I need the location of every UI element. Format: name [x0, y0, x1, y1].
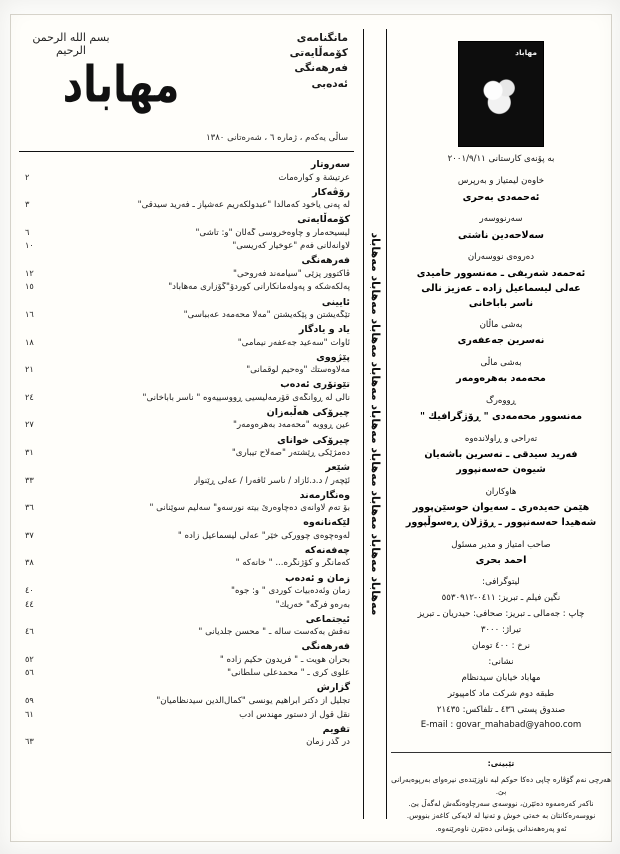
toc-entry-title: نالی لە ڕوانگەی قۆرمەلیسیی ڕووسییەوە " ناسر باباخانی" [142, 392, 350, 403]
toc-entry-title: نەقش بەكەست سالە ـ " محسن جلدیانی " [198, 627, 350, 638]
credits-name: هێمن حەیدەری ـ سەیوان حوسێن‌پوور [412, 502, 590, 514]
toc-entry[interactable] [19, 240, 354, 254]
toc-entry-page: ٤٦ [25, 626, 34, 637]
paper-sheet [10, 14, 612, 842]
credits-column [391, 25, 611, 833]
credits-label: نگین فیلم ـ تبریز: ٠٤١١-٥٥٣٠٩١٢ [441, 593, 561, 604]
toc-section-heading: رۆڤەكار [312, 186, 350, 198]
editorial-note [391, 752, 611, 835]
toc-entry-page: ٤٠ [25, 585, 34, 595]
toc-section-heading: سەروتار [310, 159, 350, 170]
table-of-contents [19, 157, 354, 749]
credits-label: صندوق پستی ٤٣٦ ـ تلفاكس: ٢١٤٣٥ [436, 704, 566, 715]
credits-spacer [391, 568, 611, 575]
credits-label: ڕووەرگ [486, 395, 516, 406]
credits-spacer [391, 386, 611, 393]
credits-label: سەرنووسەر [479, 214, 523, 225]
credits-name: ناسر باباخانی [468, 297, 534, 309]
toc-entry-title: لە پەنى یاخود كەمالدا "عبدولكەریم عەشپاز ـ فەرید سیدقی" [137, 200, 350, 211]
toc-entry[interactable] [19, 598, 354, 612]
toc-entry[interactable] [19, 653, 354, 667]
toc-entry-page: ٣ [25, 199, 30, 210]
toc-entry-page: ١٠ [25, 240, 34, 251]
toc-section-heading: زمان و ئەدەب [285, 572, 350, 584]
credits-label: بەشی ماڵی [480, 357, 522, 368]
masthead-line-1: كۆمەڵايەتی [289, 47, 348, 60]
toc-entry[interactable] [19, 309, 354, 323]
credits-spacer [391, 477, 611, 484]
cover-thumbnail [458, 41, 544, 147]
contents-column [19, 25, 354, 825]
toc-entry-page: ٥٩ [25, 694, 34, 705]
credits-label: بەشی ماڵان [479, 320, 523, 331]
credits-name: عەلی لیسماعیل زادە ـ عەزیز نالی [421, 282, 581, 294]
credits-spacer [391, 311, 611, 318]
toc-section-heading: گزارش [316, 682, 350, 694]
toc-entry-page: ١٥ [25, 281, 34, 292]
toc-entry[interactable] [19, 419, 354, 433]
toc-entry-title: مەلاوەستك "وەحیم لوقمانی" [246, 365, 350, 376]
toc-entry-page: ٤٤ [25, 598, 34, 609]
toc-entry[interactable] [19, 199, 354, 213]
credits-label: E-mail : govar_mahabad@yahoo.com [420, 720, 582, 731]
toc-entry-page: ٣٨ [25, 557, 34, 568]
spine-band [363, 29, 387, 819]
editorial-note-line: هەرچی نەم گۆڤارە چاپی دەكا حوكم لبە ناوزێندەی نیرەوای بەرپوەبەرانی بێ. [391, 774, 611, 796]
toc-entry-page: ٥٢ [25, 653, 34, 664]
credits-name: نەسرین جەعفەری [457, 335, 545, 347]
editorial-note-line: ئەو پەرەهەندانی یۆمانی دەنێرن ناوەرێنەوە. [435, 823, 567, 833]
toc-entry[interactable] [19, 474, 354, 488]
credits-label: نشانی: [488, 656, 514, 667]
toc-entry-title: لاوانەڵانی فەم "عوخیار كەریسی" [232, 241, 350, 252]
toc-entry-title: بۆ تەم لاوانەی دەچاوەرێ بیتە نورسەو" سەلیم سوێنانی " [149, 503, 350, 514]
toc-entry[interactable] [19, 694, 354, 708]
credits-spacer [391, 205, 611, 212]
credits-label: نرخ : ٤٠٠ تومان [471, 640, 530, 651]
issue-info: ساڵی یەكەم ، ژمارە ٦ ، شەرەتانی ١٣٨٠ [206, 133, 348, 143]
toc-entry-page: ٣٣ [25, 474, 34, 485]
credits-label: دەروەی نووسەران [467, 252, 535, 263]
toc-section-heading: لێكەنانەوە [303, 517, 350, 529]
toc-entry-title: لەوەچوەی چووركی خێر" عەلی لیسماعیل زادە " [177, 530, 350, 541]
toc-entry-page: ٢٤ [25, 391, 34, 402]
masthead-line-3: ئەدەبی [311, 77, 348, 90]
toc-entry[interactable] [19, 336, 354, 350]
masthead-line-2: فەرهەنگی [294, 62, 348, 75]
cover-artwork [479, 76, 523, 116]
credits-list [391, 151, 611, 734]
toc-entry-title: پەلكەشكە و پەولەمانكارانی كوردۆ"گۆزاری مەهاباد" [168, 282, 350, 293]
toc-entry-page: ٦١ [25, 708, 34, 719]
toc-entry[interactable] [19, 364, 354, 378]
credits-label: تەراحی و ڕاولاندەوە [464, 433, 538, 444]
toc-entry[interactable] [19, 585, 354, 599]
toc-section-heading: چەفەنەكە [304, 544, 350, 556]
credits-spacer [391, 530, 611, 537]
editorial-note-line: ناكەر كەرەمەوە دەئێرن، نووسەی سەرچاوەنگەش لەگەڵ بێ. [408, 799, 594, 809]
toc-entry-title: كەمانگر و كۆژنگرە... " خانەكە " [235, 558, 350, 569]
credits-spacer [391, 167, 611, 174]
toc-section-heading: ئایینی [321, 296, 350, 308]
toc-entry[interactable] [19, 447, 354, 461]
credits-name: ئەحمەدی بەحری [462, 191, 540, 203]
toc-entry[interactable] [19, 502, 354, 516]
toc-entry-title: ئاوات "سەعید جەعفەر نیمامی" [237, 337, 350, 348]
toc-entry[interactable] [19, 267, 354, 281]
logo-wordmark: مهاباد [62, 56, 180, 114]
masthead-line-0: مانگنامەی [296, 32, 348, 44]
credits-name: ئەحمەد شەریفی ـ مەنسوور حامیدی [416, 267, 586, 279]
toc-entry[interactable] [19, 171, 354, 185]
toc-section-heading: ئیجتماعی [305, 613, 350, 625]
toc-entry-title: عرتيشة و كوارەمات [278, 172, 350, 183]
toc-section-heading: تێوتۆری ئەدەب [280, 379, 350, 391]
toc-entry[interactable] [19, 226, 354, 240]
editorial-note-line: نووسەرەكانتان بە خەتی خوش و تەنیا لە لایەكی كاغەز بنووس. [406, 811, 596, 821]
credits-label: تیراژ: ٣٠٠٠ [480, 625, 522, 636]
credits-name: فەرید سیدقی ـ نەسرین باشەیان [424, 449, 578, 461]
toc-entry-title: در گذر زمان [306, 737, 350, 748]
credits-label: به پۆنەی كارستانی ٢٠٠١/٩/١١ [447, 153, 555, 164]
toc-entry-title: تێگەیشتن و پێكەیشتن "مەلا محەمەد عەبباسی" [183, 310, 350, 321]
editorial-note-lines [391, 774, 611, 835]
credits-spacer [391, 243, 611, 250]
toc-entry-page: ٢ [25, 171, 30, 182]
toc-section-heading: وەنگارمەند [299, 489, 350, 501]
toc-entry-page: ٦٣ [25, 736, 34, 747]
toc-entry[interactable] [19, 667, 354, 681]
credits-label: صاحب امتیاز و مدیر مسئول [451, 539, 551, 550]
editorial-note-title: تێبینی: [487, 758, 515, 768]
toc-entry-title: عین ڕووبە "محەمەد بەهرەومەر" [233, 420, 350, 431]
toc-entry-page: ١٨ [25, 336, 34, 347]
toc-entry-page: ١٦ [25, 309, 34, 320]
credits-name: شەهیدا حەسەنپوور ـ ڕۆژلان ڕەسوڵپوور [405, 517, 597, 529]
masthead-rule [19, 151, 354, 152]
toc-entry[interactable] [19, 557, 354, 571]
toc-entry-page: ٢١ [25, 364, 34, 375]
toc-entry-title: دەمژێكی ڕێشتەر "صەلاح تیباری" [231, 448, 350, 459]
credits-spacer [391, 424, 611, 431]
toc-section-heading: پێژووی [316, 351, 350, 363]
toc-entry-title: لیسیحەمار و چاوەخروسی گەڵان "و: تاشی" [195, 227, 350, 238]
toc-entry-title: نقل قول از دستور مهندس ادب [239, 709, 350, 720]
toc-entry-title: زمان وئەدەبیات كوردی " و: جوە" [231, 586, 350, 596]
toc-section-heading: فەرهەنگی [301, 641, 350, 653]
credits-name: مەنسوور محەمەدی " ڕۆژگرافیك " [419, 411, 583, 423]
toc-entry-page: ٣٦ [25, 502, 34, 513]
toc-section-heading: تقویم [322, 723, 350, 735]
toc-entry[interactable] [19, 708, 354, 722]
masthead [19, 25, 354, 153]
credits-label: چاپ : جەمالی ـ تبریز: صحافی: حیدریان ـ تبریز [417, 609, 585, 620]
toc-entry-page: ٣٧ [25, 529, 34, 540]
credits-name: احمد بحری [475, 554, 527, 566]
credits-name: شیوەن حەسەنپوور [456, 464, 546, 476]
toc-entry-page: ١٢ [25, 267, 34, 278]
toc-section-heading: یاد و یادگار [298, 324, 350, 336]
toc-section-heading: چیرۆكی خوانای [277, 434, 350, 446]
credits-label: مهاباد خیابان سیدنظام [461, 672, 541, 683]
toc-entry-title: تجلیل از دكتر ابراهیم یونسی "كمال‌الدین سیدنظامیان" [156, 695, 350, 706]
toc-entry-title: بحران هویت ـ " فریدون حكیم زاده " [219, 654, 350, 665]
toc-section-heading: كۆمەڵایەتی [297, 214, 350, 226]
credits-label: هاوكاران [485, 486, 517, 497]
masthead-descriptor-lines [290, 31, 348, 92]
toc-entry-title: ئێچەر / د.د.ئازاد / ناسر ئافەرا / عەلی ڕێنوار [193, 475, 350, 486]
credits-label: لیتوگرافی: [482, 577, 520, 588]
credits-label: طبقه دوم شركت ماد كامپیوتر [447, 688, 555, 699]
toc-section-heading: فەرهەنگی [301, 255, 350, 267]
toc-entry[interactable] [19, 391, 354, 405]
toc-section-heading: چیرۆكی هەڵبەزان [266, 406, 350, 418]
toc-entry-page: ٦ [25, 226, 30, 237]
spine-repeat-text: مەهاباد مەهاباد مەهاباد مەهاباد مەهاباد مەهاباد مەهاباد مەهاباد مەهاباد [369, 232, 382, 616]
toc-entry-page: ٣١ [25, 447, 34, 458]
toc-entry[interactable] [19, 736, 354, 750]
credits-name: سەلاحەدین ناشتی [458, 229, 544, 241]
toc-entry[interactable] [19, 529, 354, 543]
toc-entry-page: ٥٦ [25, 667, 34, 678]
toc-entry-title: ڤاكتوور پزێی "سیامەند فەروحی" [233, 268, 350, 279]
magazine-logo [23, 53, 219, 125]
credits-name: محەمەد بەهرەومەر [456, 373, 546, 385]
credits-label: خاوەن لیمتیاز و بەرپرس [457, 176, 545, 187]
toc-entry[interactable] [19, 281, 354, 295]
bismillah-text: بسم الله الرحمن الرحيم [32, 31, 110, 58]
toc-entry[interactable] [19, 626, 354, 640]
cover-caption: مهاباد [515, 48, 537, 57]
toc-entry-title: بەرەو فرگە" خەریك" [275, 599, 350, 610]
credits-spacer [391, 348, 611, 355]
toc-entry-title: علوی كری ـ " محمدعلی سلطانی" [227, 668, 350, 679]
toc-section-heading: شێعر [325, 462, 350, 474]
toc-entry-page: ٢٧ [25, 419, 34, 430]
